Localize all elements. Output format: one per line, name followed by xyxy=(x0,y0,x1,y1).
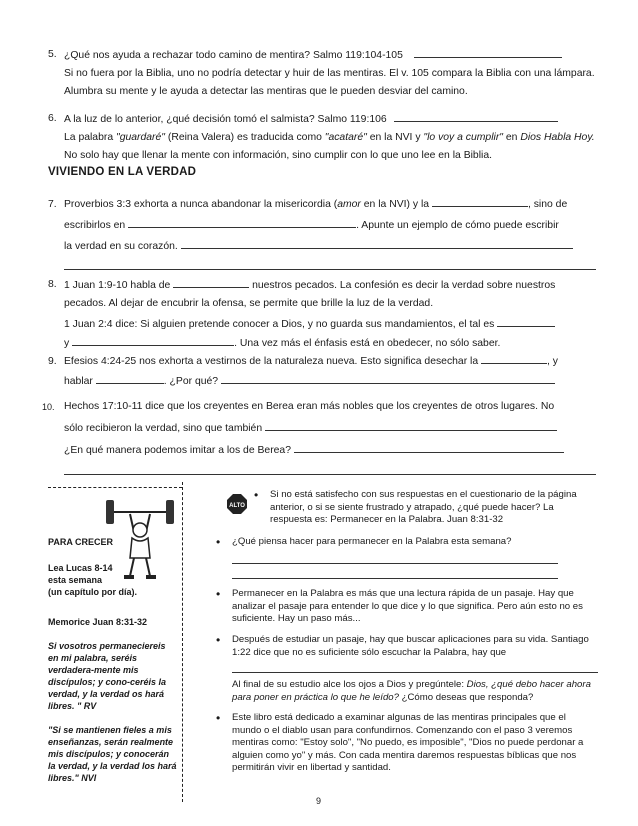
question-number: 8. xyxy=(48,279,57,290)
answer-line[interactable] xyxy=(64,259,596,270)
answer-blank[interactable] xyxy=(96,372,164,384)
sidebar-para-crecer: PARA CRECER Lea Lucas 8-14 esta semana (un capítulo por día). Memorice Juan 8:31-32 Si vosotros permaneciereis en mi palabra, seréis verdadera-mente mis discípulos; y cono-ceréis la verdad, y la verdad os hará libres. " RV "Si se mantienen fieles a mis enseñanzas, serán realmente mis discípulos; y conocerán la verdad, y la verdad los hará libres." NVI xyxy=(48,537,177,783)
bullet-icon: • xyxy=(254,488,259,502)
explanation-paragraph: La palabra "guardaré" (Reina Valera) es traducida como "acataré" en la NVI y "lo voy a cumplir" en Dios Habla Hoy. No solo hay que llenar la mente con información, sino cumplir con lo que uno lee en la Biblia. xyxy=(64,132,595,161)
svg-text:ALTO: ALTO xyxy=(229,503,245,509)
question-text: A la luz de lo anterior, ¿qué decisión tomó el salmista? Salmo 119:106 xyxy=(64,114,387,125)
question-number: 9. xyxy=(48,356,57,367)
bullet-item: • Después de estudiar un pasaje, hay que buscar aplicaciones para su vida. Santiago 1:22 dice que no es suficiente sólo escuchar la Palabra, hay que Al final de su estudio alce los ojos a Dios y pregúntele: Dios, ¿qué debo hacer ahora para poner en práctica lo que he leído? ¿Cómo deseas que responda? xyxy=(232,634,592,704)
memory-verse-nvi: "Si se mantienen fieles a mis enseñanzas, serán realmente mis discípulos; y conocerán la verdad, y la verdad los hará libres." NVI xyxy=(48,725,177,783)
answer-blank[interactable] xyxy=(221,372,555,384)
answer-blank[interactable] xyxy=(497,315,555,327)
question-6 xyxy=(48,110,596,165)
answer-blank[interactable] xyxy=(173,276,249,288)
sidebar-divider-vertical xyxy=(182,482,183,802)
bullet-icon: • xyxy=(216,711,221,725)
memory-verse-rv: Si vosotros permaneciereis en mi palabra, seréis verdadera-mente mis discípulos; y cono-ceréis la verdad, y la verdad os hará libres. " RV xyxy=(48,641,167,711)
explanation-paragraph: Si no fuera por la Biblia, uno no podría detectar y huir de las mentiras. El v. 105 compara la Biblia con una lámpara. Alumbra su mente y le ayuda a detectar las mentiras que le pueden desviar del camino. xyxy=(64,68,595,97)
answer-blank[interactable] xyxy=(414,46,562,58)
answer-blank[interactable] xyxy=(394,110,558,122)
answer-blank[interactable] xyxy=(481,352,547,364)
answer-line[interactable] xyxy=(64,464,596,475)
bullet-icon: • xyxy=(216,587,221,601)
question-10: 10. Hechos 17:10-11 dice que los creyentes en Berea eran más nobles que los creyentes de otros lugares. No sólo recibieron la verdad, sino que también ¿En qué manera podemos imitar a los de Berea? xyxy=(48,396,596,475)
answer-blank[interactable] xyxy=(294,441,564,453)
bullet-item: • Este libro está dedicado a examinar algunas de las mentiras principales que el mundo o el diablo usan para confundirnos. Comenzando con el paso 3 veremos mentiras como: "Estoy solo", "No puedo, es imposible", "Dios no puede perdonar a alguien como yo" y más. Con cada mentira daremos respuestas bíblicas que nos permitirán vivir en libertad y santidad. xyxy=(216,711,584,773)
bullet-item: • Permanecer en la Palabra es más que una lectura rápida de un pasaje. Hay que analizar el pasaje para entender lo que dice y lo que significa. Pero aún esto no es suficiente. Hay un paso más... xyxy=(216,587,583,624)
page-number: 9 xyxy=(316,796,322,806)
answer-line[interactable] xyxy=(232,553,558,564)
question-8: 8. 1 Juan 1:9-10 habla de nuestros pecados. La confesión es decir la verdad sobre nuestros pecados. Al dejar de encubrir la ofensa, se permite que brille la luz de la verdad. 1 Juan 2:4 dice: Si alguien pretende conocer a Dios, y no guarda sus mandamientos, el tal es y . Una vez más el énfasis está en obedecer, no sólo saber. xyxy=(48,276,596,353)
answer-blank[interactable] xyxy=(72,334,234,346)
section-title: VIVIENDO EN LA VERDAD xyxy=(48,166,197,178)
question-7: 7. Proverbios 3:3 exhorta a nunca abandonar la misericordia (amor en la NVI) y la , sino de escribirlos en . Apunte un ejemplo de cómo puede escribir la verdad en su corazón. xyxy=(48,194,596,270)
question-9: 9. Efesios 4:24-25 nos exhorta a vestirnos de la naturaleza nueva. Esto significa desechar la , y hablar . ¿Por qué? xyxy=(48,352,596,392)
bullet-item: • Si no está satisfecho con sus respuestas en el cuestionario de la página anterior, o si se siente frustrado y atrapado, ¿qué puede hacer? La respuesta es: Permanecer en la Palabra. Juan 8:31-32 xyxy=(254,488,577,525)
bullet-icon: • xyxy=(216,633,221,647)
question-number: 5. xyxy=(48,49,57,60)
answer-line[interactable] xyxy=(232,568,558,579)
answer-blank[interactable] xyxy=(181,237,573,249)
question-5 xyxy=(48,46,596,101)
answer-blank[interactable] xyxy=(128,216,356,228)
stop-sign-icon xyxy=(226,493,248,515)
sidebar-divider-horizontal xyxy=(48,487,182,488)
question-number: 7. xyxy=(48,199,57,210)
question-text: ¿Qué nos ayuda a rechazar todo camino de mentira? Salmo 119:104-105 xyxy=(64,50,403,61)
answer-blank[interactable] xyxy=(265,419,557,431)
sidebar-title: PARA CRECER xyxy=(48,537,114,547)
question-number: 6. xyxy=(48,113,57,124)
memory-verse-ref: Memorice Juan 8:31-32 xyxy=(48,617,148,627)
bullet-item: • ¿Qué piensa hacer para permanecer en la Palabra esta semana? xyxy=(232,536,592,579)
bullet-icon: • xyxy=(216,535,221,549)
question-number: 10. xyxy=(42,402,55,412)
answer-blank[interactable] xyxy=(432,195,528,207)
answer-line[interactable] xyxy=(232,662,598,673)
